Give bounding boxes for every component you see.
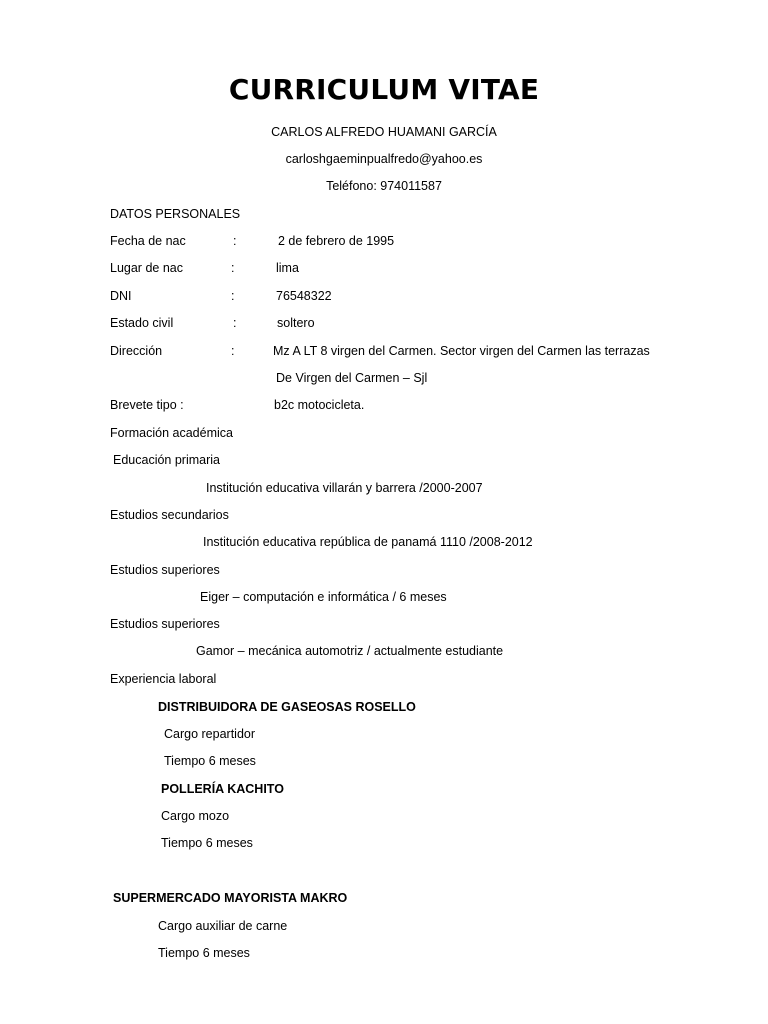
full-name: CARLOS ALFREDO HUAMANI GARCÍA (271, 125, 497, 139)
field-value: b2c motocicleta. (274, 398, 365, 412)
field-value: 76548322 (276, 289, 332, 303)
field-label: DNI (110, 289, 132, 303)
field-label: Brevete tipo : (110, 398, 184, 412)
education-heading: Formación académica (110, 426, 233, 440)
primary-label: Educación primaria (113, 453, 220, 467)
higher2-value: Gamor – mecánica automotriz / actualmente estudiante (196, 644, 504, 658)
field-label: Dirección (110, 344, 163, 358)
phone: Teléfono: 974011587 (326, 179, 442, 193)
document-title: CURRICULUM VITAE (228, 73, 540, 106)
field-value: lima (276, 261, 299, 275)
field-label: Estado civil (110, 316, 174, 330)
higher2-label: Estudios superiores (110, 617, 220, 631)
job-time: Tiempo 6 meses (158, 946, 250, 960)
field-value: 2 de febrero de 1995 (278, 234, 395, 248)
address-line-2: De Virgen del Carmen – Sjl (276, 371, 428, 385)
job-time: Tiempo 6 meses (161, 836, 253, 850)
job-company: POLLERÍA KACHITO (161, 782, 284, 796)
job-role: Cargo repartidor (164, 727, 256, 741)
field-label: Lugar de nac (110, 261, 183, 275)
field-separator: : (233, 316, 237, 330)
experience-heading: Experiencia laboral (110, 672, 217, 686)
field-label: Fecha de nac (110, 234, 186, 248)
field-separator: : (231, 289, 235, 303)
higher1-label: Estudios superiores (110, 563, 220, 577)
secondary-label: Estudios secundarios (110, 508, 229, 522)
field-value: Mz A LT 8 virgen del Carmen. Sector virgen del Carmen las terrazas (273, 344, 650, 358)
field-separator: : (231, 344, 235, 358)
personal-heading: DATOS PERSONALES (110, 207, 241, 221)
email: carloshgaeminpualfredo@yahoo.es (285, 152, 483, 166)
higher1-value: Eiger – computación e informática / 6 meses (200, 590, 447, 604)
job-role: Cargo mozo (161, 809, 230, 823)
primary-value: Institución educativa villarán y barrera /2000-2007 (206, 481, 483, 495)
field-separator: : (231, 261, 235, 275)
job-company: DISTRIBUIDORA DE GASEOSAS ROSELLO (158, 700, 416, 714)
job-time: Tiempo 6 meses (164, 754, 256, 768)
job-company: SUPERMERCADO MAYORISTA MAKRO (113, 891, 348, 905)
job-role: Cargo auxiliar de carne (158, 919, 288, 933)
field-separator: : (233, 234, 237, 248)
field-value: soltero (277, 316, 315, 330)
secondary-value: Institución educativa república de panamá 1110 /2008-2012 (203, 535, 533, 549)
